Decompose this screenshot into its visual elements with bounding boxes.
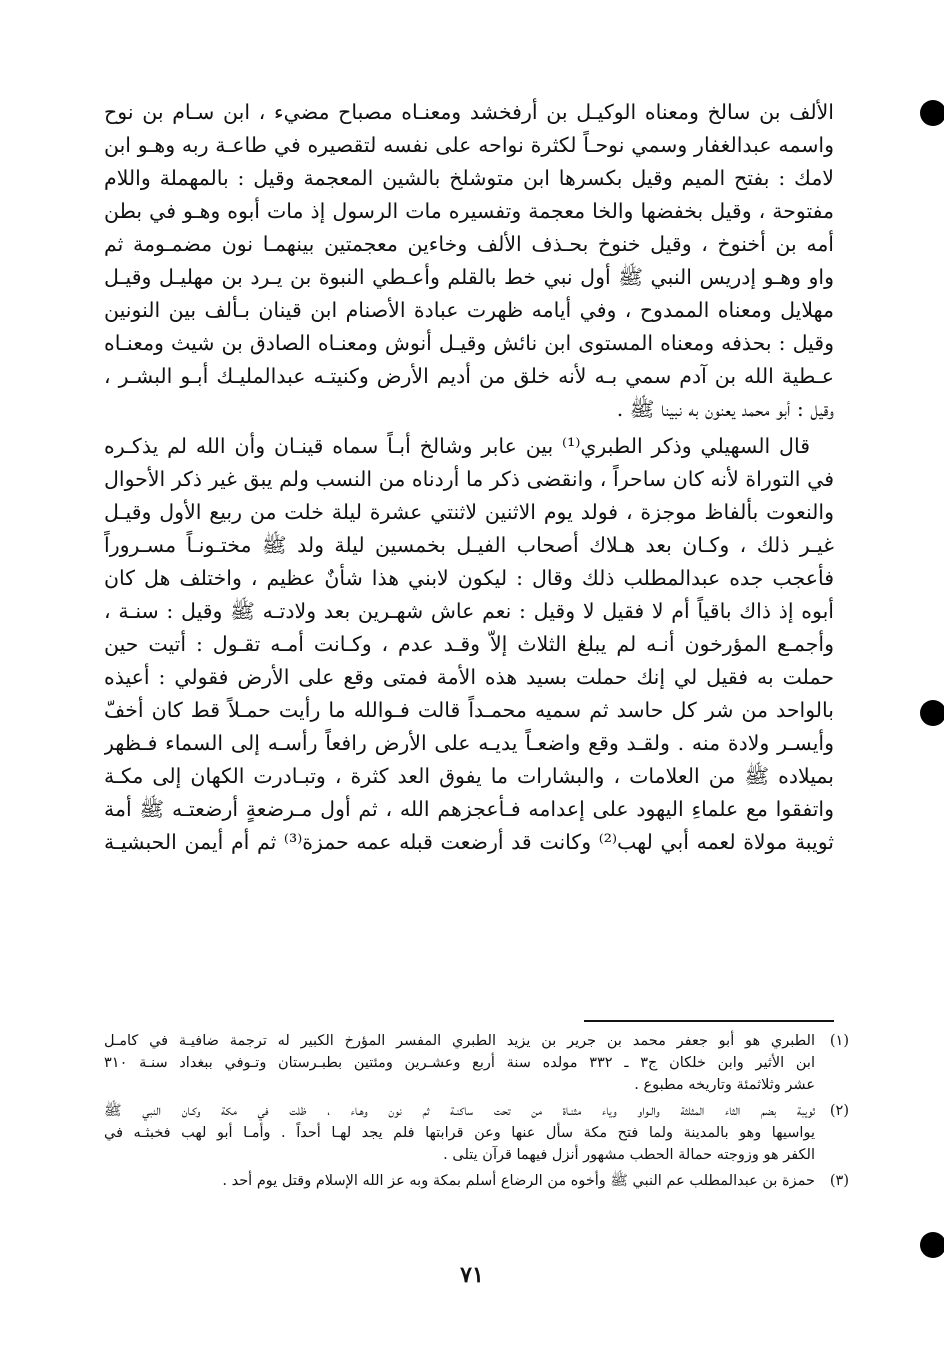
binder-hole-middle [920,700,944,726]
footnote-text [104,1030,815,1096]
text-line: ثويبة مولاة لعمه أبي لهب⁽²⁾ وكانت قد أرضعت قبله عمه حمزة⁽³⁾ ثم أم أيمن الحبشيـة [104,830,834,854]
footnote-2 [104,1100,849,1166]
footnote-line: حمزة بن عبدالمطلب عم النبي ﷺ وأخوه من الرضاع أسلم بمكة وبه عز الله الإسلام وقتل يوم أُحد . [222,1173,815,1189]
footnote-line: ابن الأثير وابن خلكان ج٣ ـ ٣٣٢ مولده سنة أربع وعشـرين ومئتين بطبـرستان وتـوفي ببغداد سنـة ٣١٠ [104,1055,815,1071]
footnote-line: عشر وثلاثمئة وتاريخه مطبوع . [634,1077,815,1093]
page-number: ٧١ [460,1262,484,1288]
text-line: وقيل : بحذفه ومعناه المستوى ابن نائش وقيـل أنوش ومعنـاه الصادق بن شيث ومعنـاه [104,331,834,355]
text-line: قال السهيلي وذكر الطبري⁽¹⁾ بين عابر وشالخ أبـاً سماه قينـان وأن الله لم يذكـره [104,434,810,458]
main-text [104,96,834,859]
text-line: واسمه عبدالغفار وسمي نوحـاً لكثرة نواحه على نفسه لتقصيره في طاعـة ربه وهـو ابن [104,133,834,157]
footnote-number: (١) [829,1033,849,1049]
text-line: أمه بن أخنوخ ، وقيل خنوخ بحـذف الألف وخاءين معجمتين بينهمـا نون مضمـومة ثم [104,232,834,256]
binder-hole-top [920,100,944,126]
footnote-line: ثويبة بضم الثاء المثلثة والـواو وياء مثنـاة من تحت ساكنـة ثم نون وهـاء ، ظلت في مكة وكـان النبي ﷺ [104,1103,815,1119]
text-line: وأجمـع المؤرخون أنـه لم يبلغ الثلاث إلاّ وقـد عدم ، وكـانت أمـه تقـول : أتيت حين [104,632,834,656]
text-line: واتفقوا مع علماءِ اليهود على إعدامه فـأعجزهم الله ، ثم أول مـرضعةٍ أرضعتـه ﷺ أمة [104,797,834,821]
text-line: فأعجب جده عبدالمطلب ذلك وقال : ليكون لابني هذا شأنٌ عظيم ، واختلف هل كان [104,566,834,590]
footnote-line: يواسيها وهو بالمدينة ولما فتح مكة سأل عنها وعن قرابتها فلم يجد لهـا أحداً . وأمـا أبو لهب فخبثـه في [104,1125,815,1141]
footnote-text [104,1170,815,1192]
text-line: في التوراة لأنه كان ساحراً ، وانقضى ذكر ما أردناه من النسب ولم يبق غير ذكر الأحوال [104,467,834,491]
text-line: أبوه إذ ذاك باقياً أم لا فقيل لا وقيل : نعم عاش شهـرين بعد ولادتـه ﷺ وقيل : سنـة ، [104,599,834,623]
text-line: عـطية الله بن آدم سمي بـه لأنه خلق من أديم الأرض وكنيتـه عبدالمليـك أبـو البشـر ، [104,364,834,388]
text-line: مفتوحة ، وقيل بخفضها والخا معجمة وتفسيره مات الرسول إذ مات أبوه وهـو في بطن [104,199,834,223]
footnote-1 [104,1030,849,1096]
footnotes [104,1030,849,1196]
footnote-line: الطبري هو أبو جعفر محمد بن جرير بن يزيد الطبري المفسر المؤرخ الكبير له ترجمة ضافيـة في كامـل [104,1033,815,1049]
text-line: وقيل : أبو محمد يعنون به نبينا ﷺ . [616,397,834,421]
footnote-number: (٣) [829,1173,849,1189]
text-line: غيـر ذلك ، وكـان بعد هـلاك أصحاب الفيـل بخمسين ليلة ولد ﷺ مختـونـاً مسـروراً [104,533,834,557]
footnote-3 [104,1170,849,1192]
text-line: لامك : بفتح الميم وقيل بكسرها ابن متوشلخ بالشين المعجمة وقيل : بالمهملة واللام [104,166,834,190]
footnote-line: الكفر هو وزوجته حمالة الحطب مشهور أنزل فيهما قرآن يتلى . [443,1147,815,1163]
text-line: وأيسـر ولادة منه . ولقـد وقع واضعـاً يديـه على الأرض رافعاً رأسـه إلى السماء فـظهر [104,731,834,755]
text-line: بالواحد من شر كل حاسد ثم سميه محمـداً قالت فـوالله ما رأيت حمـلاً قط كان أخفّ [104,698,834,722]
text-line: مهلايل ومعناه الممدوح ، وفي أيامه ظهرت عبادة الأصنام ابن قينان بـألف بين النونين [104,298,834,322]
footnote-separator [584,1020,834,1022]
text-line: حملت به فقيل لي إنك حملت بسيد هذه الأمة فمتى وقع على الأرض فقولي : أعيذه [104,665,834,689]
footnote-number: (٢) [829,1103,849,1119]
text-line: الألف بن سالخ ومعناه الوكيـل بن أرفخشد ومعنـاه مصباح مضيء ، ابن سـام بن نوح [104,100,834,124]
binder-hole-bottom [920,1232,944,1258]
text-line: واو وهـو إدريس النبي ﷺ أول نبي خط بالقلم وأعـطي النبوة بن يـرد بن مهليـل وقيـل [104,265,834,289]
text-line: والنعوت بألفاظ موجزة ، فولد يوم الاثنين لاثنتي عشرة ليلة خلت من ربيع الأول وقيـل [104,500,834,524]
footnote-text [104,1100,815,1166]
text-line: بميلاده ﷺ من العلامات ، والبشارات ما يفوق العد كثرة ، وتبـادرت الكهان إلى مكـة [104,764,834,788]
